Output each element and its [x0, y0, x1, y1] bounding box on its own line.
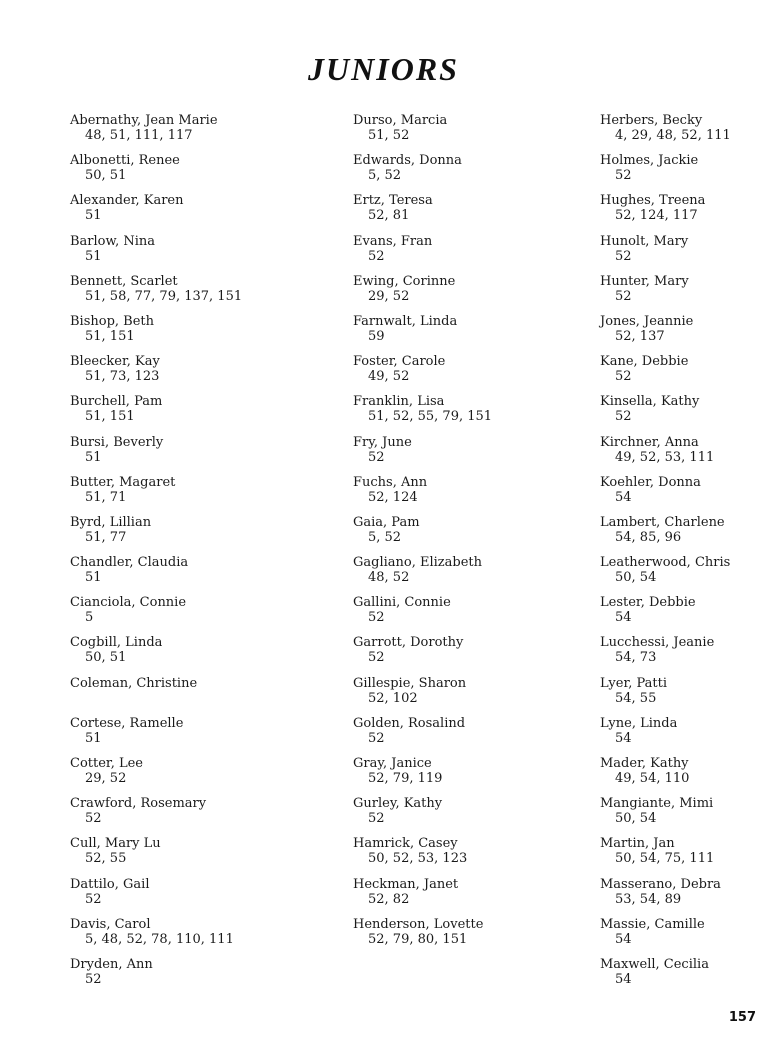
index-entry — [70, 394, 320, 434]
entry-name: Gillespie, Sharon — [353, 675, 467, 691]
index-entry — [353, 475, 593, 515]
index-entry — [600, 676, 760, 716]
entry-name: Lester, Debbie — [600, 595, 696, 611]
entry-pages: 52, 82 — [368, 891, 410, 907]
entry-name: Franklin, Lisa — [353, 394, 445, 410]
index-entry — [353, 113, 593, 153]
entry-name: Durso, Marcia — [353, 113, 448, 128]
entry-name: Koehler, Donna — [600, 474, 701, 490]
index-entry — [353, 877, 593, 917]
index-entry — [353, 796, 593, 836]
index-entry — [70, 796, 320, 836]
index-entry — [70, 676, 320, 716]
index-entry — [70, 836, 320, 876]
index-entry — [353, 314, 593, 354]
entry-name: Henderson, Lovette — [353, 916, 484, 932]
entry-name: Kirchner, Anna — [600, 434, 699, 450]
entry-name: Massie, Camille — [600, 916, 705, 932]
entry-pages: 54 — [615, 610, 632, 626]
entry-pages: 5, 52 — [368, 168, 402, 184]
index-entry — [70, 595, 320, 635]
entry-pages: 54 — [615, 971, 632, 987]
entry-pages: 52 — [368, 449, 385, 465]
entry-pages: 52 — [368, 650, 385, 666]
entry-name: Albonetti, Renee — [70, 153, 180, 169]
index-entry — [353, 676, 593, 716]
entry-name: Fuchs, Ann — [353, 474, 428, 490]
entry-pages: 49, 52 — [368, 369, 410, 385]
entry-name: Herbers, Becky — [600, 113, 703, 128]
entry-pages: 4, 29, 48, 52, 111 — [615, 128, 731, 143]
entry-pages: 51 — [85, 570, 102, 586]
entry-pages: 52 — [615, 409, 632, 425]
index-entry — [353, 354, 593, 394]
entry-pages: 29, 52 — [85, 771, 127, 786]
entry-pages: 54, 55 — [615, 690, 657, 706]
index-entry — [70, 635, 320, 675]
entry-name: Crawford, Rosemary — [70, 796, 207, 812]
entry-pages: 52, 79, 80, 151 — [368, 931, 468, 947]
index-entry — [600, 595, 760, 635]
entry-pages: 52 — [615, 288, 632, 304]
entry-name: Cotter, Lee — [70, 756, 143, 771]
index-entry — [70, 354, 320, 394]
entry-name: Holmes, Jackie — [600, 153, 699, 169]
entry-name: Martin, Jan — [600, 836, 675, 852]
entry-name: Lambert, Charlene — [600, 514, 725, 530]
entry-pages: 29, 52 — [368, 288, 410, 304]
entry-pages: 52 — [85, 971, 102, 987]
index-entry — [353, 635, 593, 675]
entry-pages: 52 — [368, 811, 385, 827]
entry-pages: 51, 52 — [368, 128, 410, 143]
entry-pages: 51, 58, 77, 79, 137, 151 — [85, 288, 243, 304]
index-entry — [70, 435, 320, 475]
entry-name: Garrott, Dorothy — [353, 635, 464, 651]
index-entry — [70, 716, 320, 756]
entry-name: Farnwalt, Linda — [353, 313, 458, 329]
entry-name: Gagliano, Elizabeth — [353, 555, 483, 571]
entry-name: Leatherwood, Chris — [600, 555, 731, 571]
index-entry — [353, 274, 593, 314]
index-entry — [600, 877, 760, 917]
entry-name: Bishop, Beth — [70, 313, 155, 329]
entry-name: Dryden, Ann — [70, 956, 153, 972]
entry-pages: 52 — [368, 610, 385, 626]
index-entry — [70, 917, 320, 957]
entry-name: Gaia, Pam — [353, 514, 420, 530]
index-column-1 — [70, 113, 320, 997]
entry-pages: 53, 54, 89 — [615, 891, 682, 907]
entry-pages: 52 — [615, 168, 632, 184]
index-entry — [600, 957, 760, 997]
entry-pages: 54 — [615, 730, 632, 746]
index-entry — [600, 796, 760, 836]
entry-name: Gurley, Kathy — [353, 796, 443, 812]
entry-pages: 51 — [85, 449, 102, 465]
entry-name: Cianciola, Connie — [70, 595, 187, 611]
index-entry — [600, 515, 760, 555]
entry-pages: 52, 124, 117 — [615, 208, 698, 224]
entry-pages: 52 — [368, 248, 385, 264]
entry-name: Fry, June — [353, 434, 412, 450]
entry-name: Ertz, Teresa — [353, 193, 433, 209]
index-entry — [600, 153, 760, 193]
entry-name: Masserano, Debra — [600, 876, 721, 892]
entry-pages: 52 — [615, 369, 632, 385]
index-entry — [600, 113, 760, 153]
entry-pages: 51, 77 — [85, 529, 127, 545]
entry-pages: 50, 51 — [85, 168, 127, 184]
entry-pages: 50, 54, 75, 111 — [615, 851, 715, 867]
entry-name: Alexander, Karen — [70, 193, 184, 209]
index-entry — [353, 193, 593, 233]
entry-name: Hamrick, Casey — [353, 836, 458, 852]
index-entry — [353, 716, 593, 756]
entry-pages: 50, 54 — [615, 811, 657, 827]
index-entry — [70, 877, 320, 917]
index-entry — [353, 595, 593, 635]
index-entry — [70, 756, 320, 796]
entry-pages: 59 — [368, 328, 385, 344]
index-entry — [600, 394, 760, 434]
index-entry — [600, 635, 760, 675]
entry-name: Bleecker, Kay — [70, 354, 160, 370]
entry-pages: 50, 54 — [615, 570, 657, 586]
entry-pages: 52, 55 — [85, 851, 127, 867]
index-entry — [353, 435, 593, 475]
entry-name: Mader, Kathy — [600, 756, 689, 771]
entry-name: Gallini, Connie — [353, 595, 451, 611]
entry-name: Cull, Mary Lu — [70, 836, 161, 852]
entry-pages: 51, 151 — [85, 328, 135, 344]
entry-pages: 49, 54, 110 — [615, 771, 690, 786]
index-entry — [600, 234, 760, 274]
entry-name: Golden, Rosalind — [353, 715, 466, 731]
entry-pages: 52, 102 — [368, 690, 418, 706]
index-entry — [600, 836, 760, 876]
index-entry — [70, 274, 320, 314]
index-entry — [600, 354, 760, 394]
entry-pages: 54 — [615, 489, 632, 505]
entry-name: Kinsella, Kathy — [600, 394, 700, 410]
index-entry — [353, 836, 593, 876]
index-entry — [70, 475, 320, 515]
index-entry — [353, 756, 593, 796]
entry-name: Bennett, Scarlet — [70, 273, 178, 289]
entry-pages: 51, 71 — [85, 489, 127, 505]
entry-pages: 52 — [85, 891, 102, 907]
entry-name: Foster, Carole — [353, 354, 446, 370]
entry-name: Abernathy, Jean Marie — [70, 113, 218, 128]
entry-name: Gray, Janice — [353, 756, 432, 771]
entry-pages: 5, 48, 52, 78, 110, 111 — [85, 931, 234, 947]
index-entry — [70, 555, 320, 595]
entry-pages: 51, 73, 123 — [85, 369, 160, 385]
index-entry — [600, 716, 760, 756]
index-entry — [600, 274, 760, 314]
entry-name: Davis, Carol — [70, 916, 151, 932]
entry-pages: 51, 151 — [85, 409, 135, 425]
index-entry — [70, 193, 320, 233]
entry-name: Butter, Magaret — [70, 474, 176, 490]
entry-pages: 49, 52, 53, 111 — [615, 449, 715, 465]
entry-name: Heckman, Janet — [353, 876, 459, 892]
entry-pages: 52, 124 — [368, 489, 418, 505]
entry-name: Byrd, Lillian — [70, 514, 152, 530]
entry-name: Lyne, Linda — [600, 715, 678, 731]
entry-name: Burchell, Pam — [70, 394, 163, 410]
entry-name: Evans, Fran — [353, 233, 433, 249]
index-entry — [600, 435, 760, 475]
entry-pages: 5 — [85, 610, 94, 626]
index-entry — [70, 314, 320, 354]
index-entry — [600, 314, 760, 354]
entry-name: Hughes, Treena — [600, 193, 706, 209]
entry-pages: 48, 52 — [368, 570, 410, 586]
entry-pages: 54, 73 — [615, 650, 657, 666]
index-entry — [70, 234, 320, 274]
entry-name: Hunolt, Mary — [600, 233, 689, 249]
index-entry — [353, 555, 593, 595]
entry-name: Hunter, Mary — [600, 273, 689, 289]
index-entry — [353, 515, 593, 555]
entry-name: Chandler, Claudia — [70, 555, 189, 571]
index-entry — [353, 394, 593, 434]
entry-name: Jones, Jeannie — [600, 313, 694, 329]
index-column-3 — [600, 113, 760, 997]
index-entry — [600, 756, 760, 796]
entry-pages: 48, 51, 111, 117 — [85, 128, 193, 143]
index-entry — [353, 234, 593, 274]
entry-name: Coleman, Christine — [70, 675, 198, 691]
entry-pages: 52 — [85, 811, 102, 827]
entry-pages: 5, 52 — [368, 529, 402, 545]
entry-name: Mangiante, Mimi — [600, 796, 714, 812]
index-entry — [70, 957, 320, 997]
page-number: 157 — [728, 1010, 756, 1025]
entry-name: Lucchessi, Jeanie — [600, 635, 715, 651]
entry-name: Kane, Debbie — [600, 354, 689, 370]
entry-name: Ewing, Corinne — [353, 273, 456, 289]
entry-pages: 51 — [85, 730, 102, 746]
index-entry — [70, 113, 320, 153]
entry-pages: 52 — [368, 730, 385, 746]
index-entry — [600, 555, 760, 595]
index-entry — [70, 515, 320, 555]
entry-pages: 52, 137 — [615, 328, 665, 344]
entry-name: Barlow, Nina — [70, 233, 156, 249]
entry-pages: 50, 52, 53, 123 — [368, 851, 468, 867]
entry-pages: 54, 85, 96 — [615, 529, 682, 545]
entry-pages: 54 — [615, 931, 632, 947]
entry-name: Edwards, Donna — [353, 153, 462, 169]
entry-pages: 52 — [615, 248, 632, 264]
entry-pages: 52, 79, 119 — [368, 771, 443, 786]
entry-name: Lyer, Patti — [600, 675, 668, 691]
page-title: JUNIORS — [308, 51, 459, 88]
entry-name: Maxwell, Cecilia — [600, 956, 709, 972]
entry-name: Bursi, Beverly — [70, 434, 164, 450]
entry-pages: 51 — [85, 248, 102, 264]
index-column-2 — [353, 113, 593, 957]
index-entry — [600, 193, 760, 233]
entry-pages: 50, 51 — [85, 650, 127, 666]
entry-name: Dattilo, Gail — [70, 876, 150, 892]
index-entry — [70, 153, 320, 193]
entry-pages: 51 — [85, 208, 102, 224]
entry-pages: 51, 52, 55, 79, 151 — [368, 409, 493, 425]
entry-pages: 52, 81 — [368, 208, 410, 224]
entry-name: Cortese, Ramelle — [70, 715, 184, 731]
index-entry — [600, 917, 760, 957]
entry-name: Cogbill, Linda — [70, 635, 163, 651]
index-entry — [353, 917, 593, 957]
index-entry — [353, 153, 593, 193]
index-entry — [600, 475, 760, 515]
